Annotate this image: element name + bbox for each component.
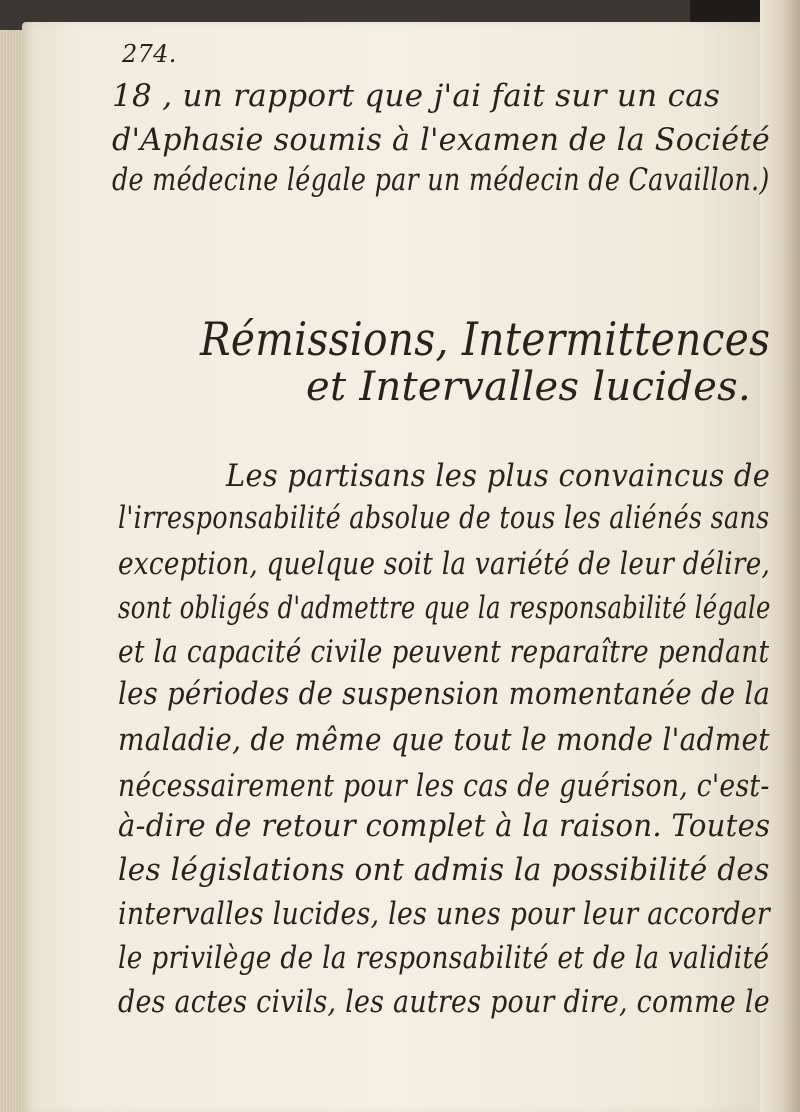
body-line-12: le privilège de la responsabilité et de la validité bbox=[118, 940, 770, 976]
body-line-1: Les partisans les plus convaincus de bbox=[226, 458, 771, 494]
top-line-2: d'Aphasie soumis à l'examen de la Société bbox=[112, 122, 770, 158]
body-line-7: maladie, de même que tout le monde l'admet bbox=[118, 722, 770, 758]
top-line-1: 18 , un rapport que j'ai fait sur un cas bbox=[112, 78, 721, 114]
body-line-13: des actes civils, les autres pour dire, comme le bbox=[118, 984, 770, 1020]
body-line-5: et la capacité civile peuvent reparaître pendant bbox=[118, 634, 770, 670]
section-heading-line-1: Rémissions, Intermittences bbox=[200, 312, 771, 366]
top-line-3: de médecine légale par un médecin de Cavaillon.) bbox=[112, 162, 770, 198]
page-number: 274. bbox=[122, 40, 177, 68]
body-line-10: les législations ont admis la possibilité des bbox=[118, 852, 770, 888]
body-line-11: intervalles lucides, les unes pour leur accorder bbox=[118, 896, 770, 932]
body-line-9: à-dire de retour complet à la raison. Toutes bbox=[118, 808, 771, 844]
body-line-6: les périodes de suspension momentanée de la bbox=[118, 676, 771, 712]
body-line-2: l'irresponsabilité absolue de tous les aliénés sans bbox=[118, 500, 770, 536]
page-stack-edge bbox=[0, 30, 22, 1112]
body-line-3: exception, quelque soit la variété de leur délire, bbox=[118, 546, 771, 582]
body-line-8: nécessairement pour les cas de guérison, c'est- bbox=[118, 768, 770, 804]
section-heading-line-2: et Intervalles lucides. bbox=[306, 364, 752, 410]
body-line-4: sont obligés d'admettre que la responsabilité légale bbox=[118, 590, 771, 626]
